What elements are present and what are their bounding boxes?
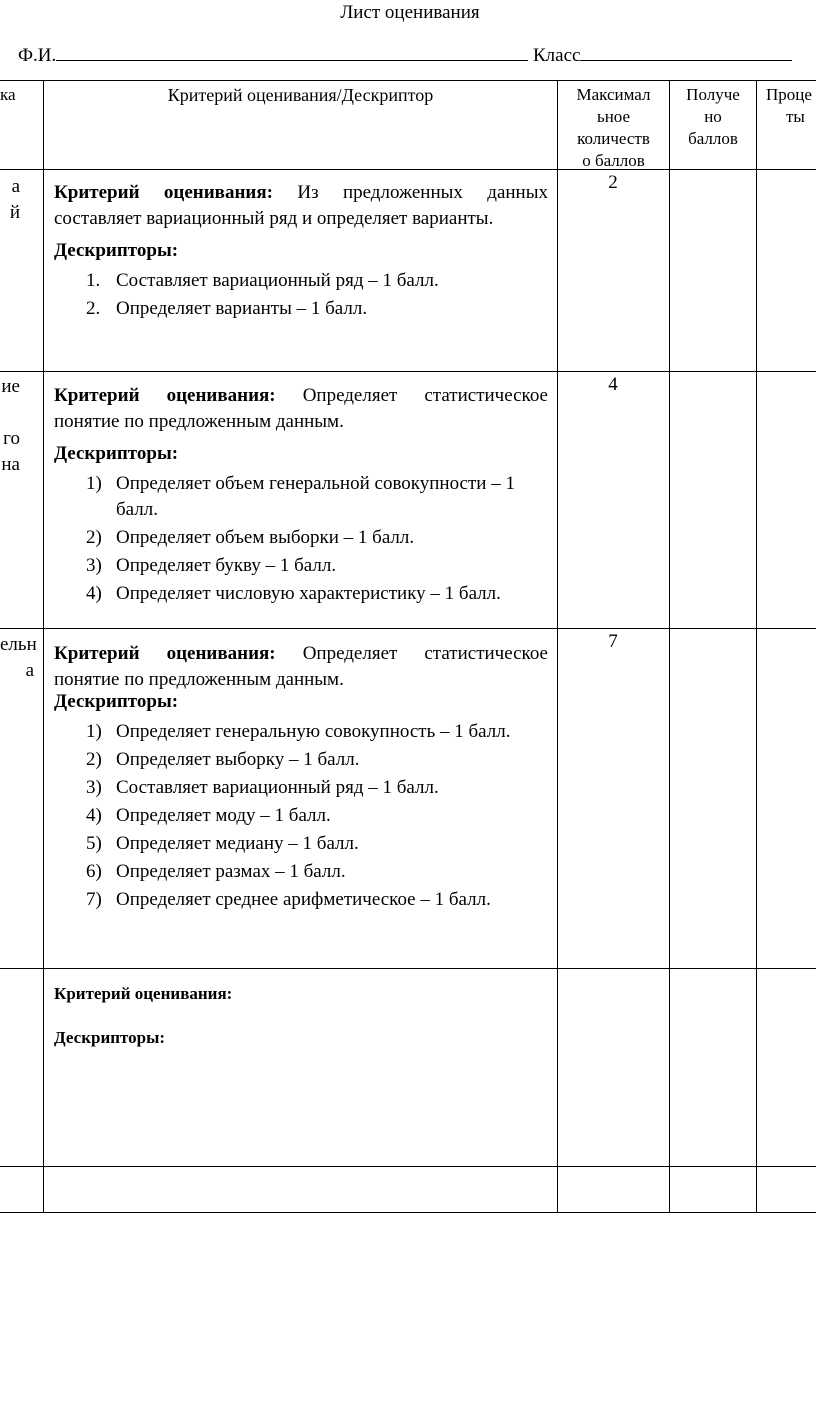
descriptors-label: Дескрипторы: [54, 443, 179, 464]
row3-max-points: 7 [608, 631, 618, 652]
row1-left-fragment: а й [9, 176, 20, 223]
list-item: 6) Определяет размах – 1 балл. [86, 861, 346, 882]
criterion-text: Из предложенных данных составляет вариационный ряд и определяет варианты. [54, 182, 548, 229]
list-item: 1) Определяет объем генеральной совокупности – 1 балл. [86, 473, 515, 520]
criterion-label: Критерий оценивания: [54, 182, 273, 203]
descriptors-label: Дескрипторы: [54, 691, 179, 712]
fio-field[interactable] [56, 42, 528, 61]
name-class-line [18, 42, 792, 67]
row2-left-fragment: ие го на [1, 376, 20, 475]
header-received: Получе но баллов [686, 85, 740, 148]
row4-criterion-cell [54, 981, 548, 1051]
list-item: 4) Определяет моду – 1 балл. [86, 805, 331, 826]
row1-max-points: 2 [608, 172, 618, 193]
descriptor-list [54, 471, 548, 607]
list-item: 7) Определяет среднее арифметическое – 1 балл. [86, 889, 491, 910]
list-item: 2) Определяет выборку – 1 балл. [86, 749, 360, 770]
header-left-fragment: ка [0, 85, 16, 104]
criterion-label: Критерий оценивания: [54, 385, 276, 406]
header-max-points: Максимал ьное количеств о баллов [576, 85, 651, 170]
descriptors-label: Дескрипторы: [54, 1028, 166, 1047]
criterion-label: Критерий оценивания: [54, 984, 233, 1003]
header-criterion: Критерий оценивания/Дескриптор [167, 85, 434, 105]
descriptor-list [54, 268, 548, 322]
page-title: Лист оценивания [340, 2, 480, 23]
list-item: 3) Определяет букву – 1 балл. [86, 555, 337, 576]
descriptors-label: Дескрипторы: [54, 240, 179, 261]
list-item: 1) Определяет генеральную совокупность – 1 балл. [86, 721, 511, 742]
class-field[interactable] [580, 42, 792, 61]
header-percent: Проце ты [766, 85, 812, 126]
descriptor-list [54, 719, 548, 913]
criterion-text: Определяет статистическое понятие по предложенным данным. [54, 643, 548, 690]
class-label: Класс [532, 45, 581, 66]
list-item: 5) Определяет медиану – 1 балл. [86, 833, 359, 854]
criterion-text: Определяет статистическое понятие по предложенным данным. [54, 385, 548, 432]
row3-criterion-cell [54, 641, 548, 915]
list-item: 3) Составляет вариационный ряд – 1 балл. [86, 777, 439, 798]
list-item: 4) Определяет числовую характеристику – 1 балл. [86, 583, 501, 604]
criterion-label: Критерий оценивания: [54, 643, 276, 664]
row3-left-fragment: ельн а [0, 634, 37, 681]
row2-max-points: 4 [608, 374, 618, 395]
list-item: 2) Определяет объем выборки – 1 балл. [86, 527, 415, 548]
fio-label: Ф.И. [18, 45, 57, 66]
row2-criterion-cell [54, 383, 548, 609]
list-item: 1. Составляет вариационный ряд – 1 балл. [86, 270, 439, 291]
row1-criterion-cell [54, 180, 548, 324]
list-item: 2. Определяет варианты – 1 балл. [86, 298, 368, 319]
